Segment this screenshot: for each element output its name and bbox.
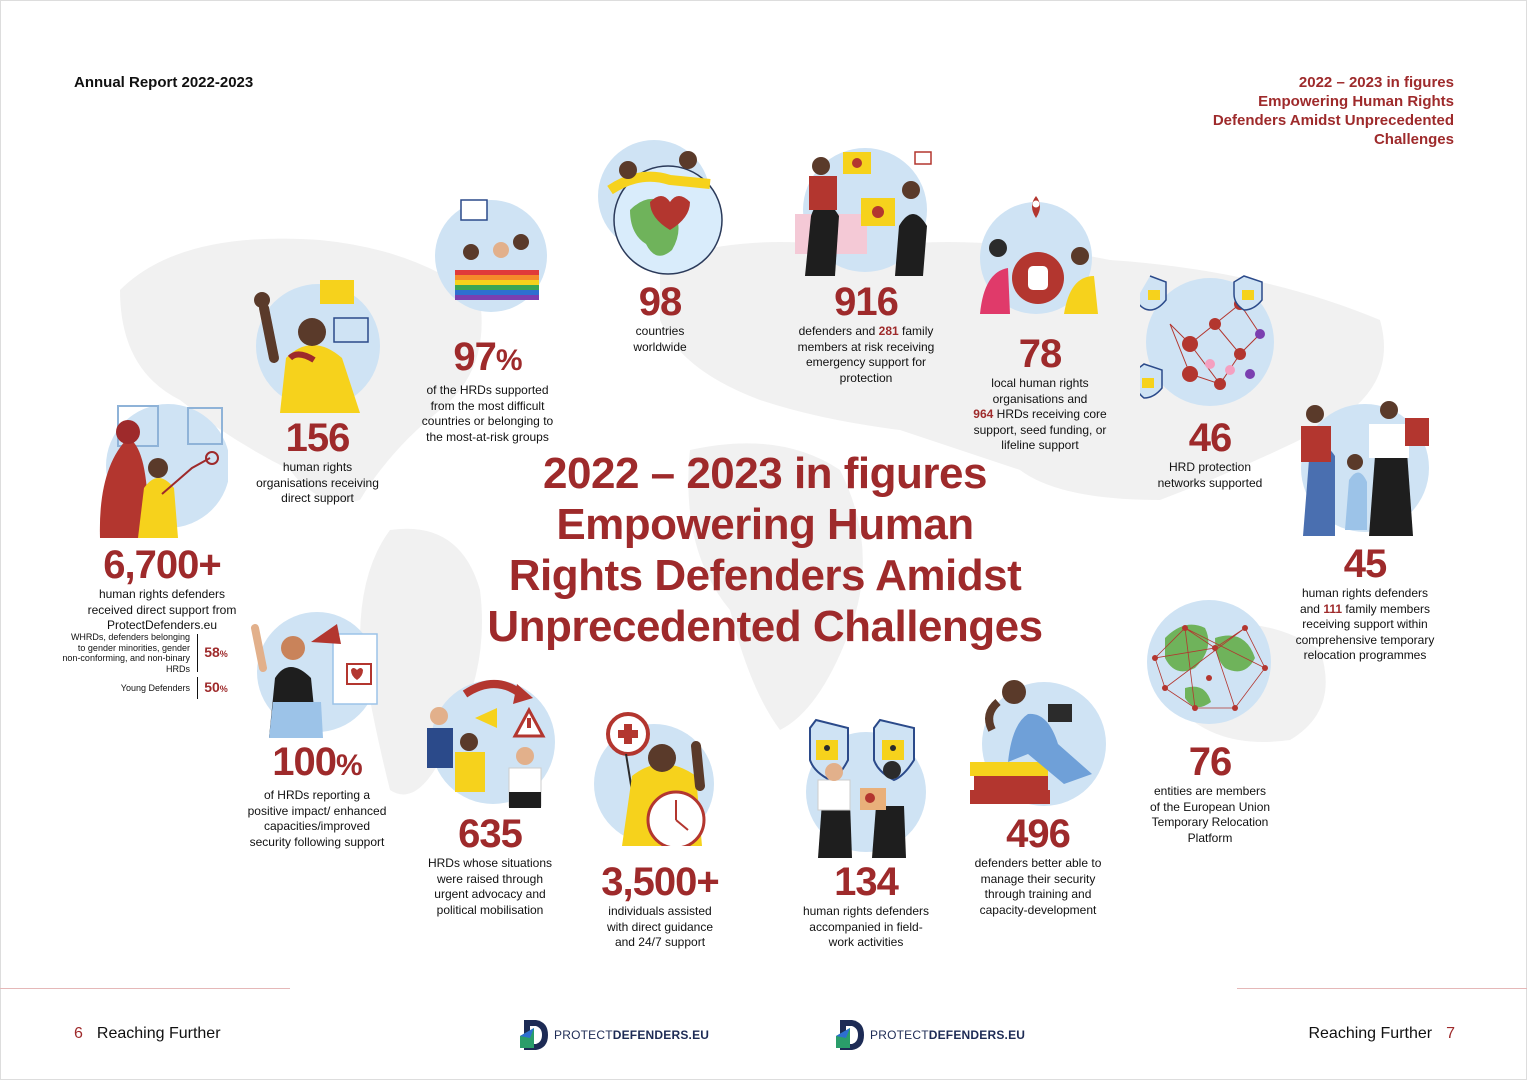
stat-description [600,324,720,355]
stat-6700 [62,545,262,634]
desc-line: members at risk receiving [797,339,935,354]
desc-line: comprehensive temporary [1295,632,1435,647]
stat-description [780,324,952,386]
footer-right [1308,1025,1455,1043]
desc-line: human rights defenders [802,904,930,918]
stat-496 [958,814,1118,918]
stat-value: 97 [453,335,496,379]
stat-description [962,376,1118,454]
stat-156 [235,418,400,507]
protectdefenders-logo [836,1018,1025,1052]
footer-section-label: Reaching Further [1308,1025,1433,1042]
desc-line: human rights defenders [98,587,226,601]
stat-3500 [575,862,745,951]
stat-unit: % [336,749,362,782]
page-number: 7 [1446,1025,1455,1042]
main-title-line: Rights Defenders Amidst [508,551,1022,600]
section-heading-line: Empowering Human Rights [1258,93,1454,110]
breakdown-table [54,632,234,702]
desc-line [962,407,1118,423]
stat-46 [1140,418,1280,491]
security-field-work-illustration [800,716,936,858]
main-title-line: Unprecedented Challenges [487,602,1043,651]
desc-line: through training and [984,887,1092,901]
stat-number: 98 [638,280,682,324]
stat-description [405,383,570,445]
logo-text [554,1028,709,1042]
desc-line [780,324,952,340]
breakdown-number: 50 [204,678,220,695]
stat-value: 100 [272,740,337,784]
desc-text: and [1299,601,1324,616]
highlight-number: 281 [878,324,899,338]
footer-section-label: Reaching Further [96,1025,221,1042]
page-number: 6 [74,1025,83,1042]
breakdown-number: 58 [204,643,220,660]
emergency-aid-illustration [795,146,935,278]
stat-description [1280,586,1450,664]
stat-number: 46 [1188,416,1232,460]
desc-line: received direct support from [87,602,237,617]
desc-line: HRD protection [1168,460,1252,474]
stat-134 [786,862,946,951]
breakdown-unit: % [219,683,228,694]
breakdown-unit: % [219,648,228,659]
desc-line [1280,602,1450,618]
desc-line: political mobilisation [436,902,544,917]
stat-635 [410,814,570,918]
stat-description [1135,784,1285,846]
stat-description [786,904,946,951]
desc-line: work activities [828,935,904,949]
stat-97 [405,337,570,445]
section-heading-line: Challenges [1373,131,1454,148]
stat-description [410,856,570,918]
desc-text: family [898,324,934,338]
desc-line: ProtectDefenders.eu [106,618,218,632]
megaphone-woman-illustration [245,598,385,738]
breakdown-row [54,674,234,702]
desc-line: the most-at-risk groups [426,429,549,444]
section-heading-line: 2022 – 2023 in figures [1298,74,1454,91]
main-title-line: Empowering Human [556,500,974,549]
section-heading [1134,73,1454,149]
breakdown-row [54,632,234,674]
stat-number: 78 [1018,332,1062,376]
desc-line: of the European Union [1149,799,1271,814]
desc-line: emergency support for [805,355,927,369]
stat-number: 45 [1343,542,1387,586]
desc-line: receiving support within [1302,617,1428,631]
desc-line: organisations and [992,391,1088,406]
desc-line: organisations receiving [256,475,379,490]
breakdown-value [198,643,234,660]
globe-heart-illustration [590,140,725,278]
community-illustration [88,398,228,540]
main-title-line: 2022 – 2023 in figures [543,449,987,498]
desc-line: local human rights [991,376,1089,390]
stat-number [405,337,570,381]
stat-number: 496 [1006,812,1070,856]
stat-description [1140,460,1280,491]
logo-text-bold: DEFENDERS.EU [612,1028,710,1042]
stat-number: 3,500+ [601,860,719,904]
desc-line: with direct guidance [606,919,714,934]
stat-number: 635 [458,812,522,856]
stat-number: 6,700+ [103,543,221,587]
desc-line: worldwide [633,339,687,354]
breakdown-value [198,678,234,695]
desc-line: entities are members [1153,784,1267,798]
stat-unit: % [495,344,522,377]
stat-98 [600,282,720,355]
desc-line: of the HRDs supported [426,383,549,397]
stat-number: 916 [834,280,898,324]
stat-description [575,904,745,951]
desc-line: were raised through [436,871,544,886]
desc-line: countries [635,324,685,338]
highlight-number: 111 [1323,601,1343,616]
desc-text: defenders and [798,324,879,338]
report-title: Annual Report 2022-2023 [74,74,254,91]
logo-mark-icon [520,1018,550,1052]
stat-description [62,587,262,634]
desc-line: lifeline support [1001,438,1079,452]
section-heading-line: Defenders Amidst Unprecedented [1212,112,1454,129]
raised-fist-crowd-illustration [970,196,1105,314]
desc-line: security following support [249,834,385,849]
protectdefenders-logo [520,1018,709,1052]
desc-line: from the most difficult [430,398,545,413]
stat-45 [1280,544,1450,664]
helpline-illustration [592,706,724,846]
desc-line: direct support [281,491,354,505]
desc-line: Temporary Relocation [1151,815,1269,829]
desc-line: individuals assisted [608,904,712,918]
desc-line: relocation programmes [1303,648,1427,662]
raised-fist-woman-illustration [250,278,385,413]
stat-78 [962,334,1118,454]
logo-text-bold: DEFENDERS.EU [928,1028,1026,1042]
footer-left [74,1025,221,1043]
footer-rule-right [1237,988,1527,989]
family-relocation-illustration [1295,400,1435,536]
desc-line: networks supported [1157,475,1263,490]
stat-76 [1135,742,1285,846]
desc-line: protection [839,370,893,385]
stat-description [235,460,400,507]
global-network-illustration [1145,598,1273,726]
desc-line: positive impact/ enhanced [247,803,387,818]
breakdown-label: Young Defenders [62,677,198,699]
desc-line: capacities/improved [263,819,371,833]
stat-916 [780,282,952,386]
desc-line: HRDs whose situations [427,856,553,870]
stat-description [232,788,402,850]
stat-number: 156 [285,416,350,460]
logo-text-light: PROTECT [554,1028,613,1042]
breakdown-label: WHRDs, defenders belonging to gender minorities, gender non-conforming, and non-binary HRDs [62,634,198,672]
stat-number [232,742,402,786]
desc-text: HRDs receiving core [993,407,1107,421]
stat-number: 76 [1188,740,1232,784]
logo-mark-icon [836,1018,866,1052]
main-title [440,448,1090,652]
desc-line: and 24/7 support [614,935,706,949]
desc-line: of HRDs reporting a [263,788,371,802]
stat-number: 134 [834,860,898,904]
training-books-illustration [968,674,1108,810]
pride-flag-illustration [425,198,555,316]
desc-line: manage their security [980,871,1096,886]
stat-description [958,856,1118,918]
desc-line: capacity-development [979,902,1097,917]
desc-line: human rights defenders [1301,586,1429,600]
desc-line: Platform [1187,830,1233,845]
advocacy-illustration [425,672,557,812]
desc-line: accompanied in field- [809,919,923,934]
footer-rule-left [0,988,290,989]
logo-text-light: PROTECT [870,1028,929,1042]
desc-line: countries or belonging to [421,414,554,428]
desc-text: family members [1342,601,1431,616]
desc-line: human rights [282,460,353,474]
desc-line: support, seed funding, or [973,422,1107,437]
network-shield-illustration [1140,274,1280,410]
desc-line: urgent advocacy and [434,887,546,901]
desc-line: defenders better able to [974,856,1102,870]
logo-text [870,1028,1025,1042]
stat-100 [232,742,402,850]
highlight-number: 964 [973,407,994,421]
